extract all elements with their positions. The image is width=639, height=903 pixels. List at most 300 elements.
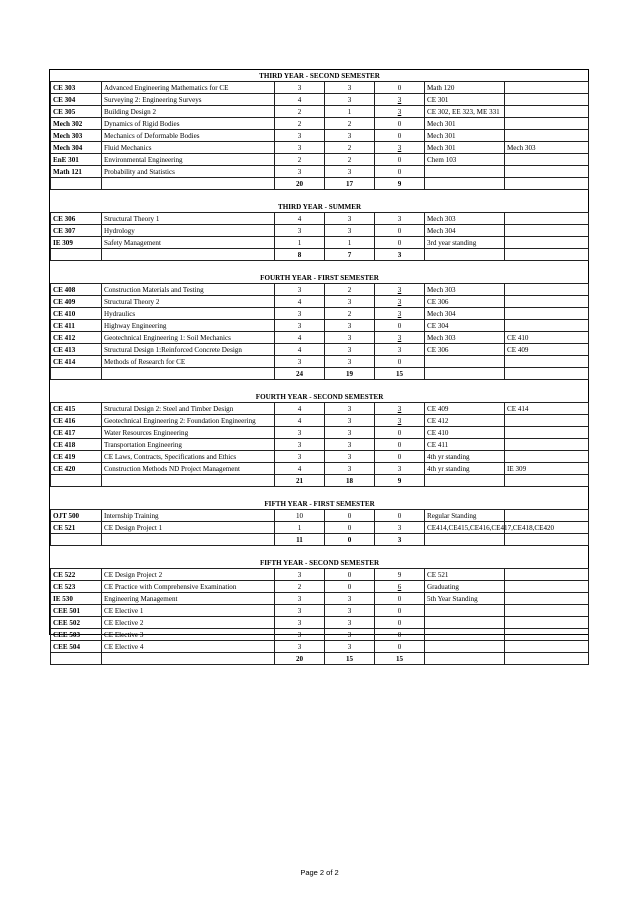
course-prerequisite: CE 412 (425, 415, 505, 427)
course-units: 1 (275, 522, 325, 534)
section-title: FOURTH YEAR - SECOND SEMESTER (255, 392, 384, 401)
course-lec-hours: 3 (325, 463, 375, 475)
course-row (51, 344, 589, 356)
course-corequisite (505, 439, 589, 451)
course-corequisite (505, 296, 589, 308)
course-units: 3 (275, 451, 325, 463)
totals-empty-cell (102, 534, 275, 546)
course-lab-hours: 0 (375, 439, 425, 451)
course-title: Water Resources Engineering (102, 427, 275, 439)
course-prerequisite (425, 605, 505, 617)
course-prerequisite: Mech 303 (425, 284, 505, 296)
course-lec-hours: 3 (325, 641, 375, 653)
course-code: CE 412 (51, 332, 102, 344)
section-spacer (51, 487, 589, 499)
totals-empty-cell (425, 368, 505, 380)
course-row (51, 94, 589, 106)
course-row (51, 225, 589, 237)
course-title: Building Design 2 (102, 106, 275, 118)
course-lec-hours: 2 (325, 154, 375, 166)
course-corequisite (505, 605, 589, 617)
course-lab-hours: 0 (375, 451, 425, 463)
course-lab-hours: 3 (375, 106, 425, 118)
course-prerequisite: CE414,CE415,CE416,CE417,CE418,CE420 (425, 522, 505, 534)
course-units: 4 (275, 332, 325, 344)
course-title: Internship Training (102, 510, 275, 522)
section-header (51, 272, 589, 284)
course-code: CE 415 (51, 403, 102, 415)
course-row (51, 463, 589, 475)
totals-empty-cell (102, 368, 275, 380)
course-code: CE 416 (51, 415, 102, 427)
course-corequisite: CE 414 (505, 403, 589, 415)
course-prerequisite: CE 521 (425, 569, 505, 581)
course-code: CE 417 (51, 427, 102, 439)
course-row (51, 106, 589, 118)
course-units: 4 (275, 403, 325, 415)
total-lec-hours: 7 (325, 249, 375, 261)
course-units: 3 (275, 427, 325, 439)
course-lab-hours: 0 (375, 629, 425, 641)
course-prerequisite: Graduating (425, 581, 505, 593)
course-code: CE 307 (51, 225, 102, 237)
course-prerequisite: CE 410 (425, 427, 505, 439)
totals-row (51, 249, 589, 261)
totals-empty-cell (102, 653, 275, 665)
course-corequisite (505, 106, 589, 118)
course-prerequisite: 4th yr standing (425, 451, 505, 463)
totals-empty-cell (505, 653, 589, 665)
course-lab-hours: 0 (375, 237, 425, 249)
course-prerequisite: CE 306 (425, 344, 505, 356)
course-lec-hours: 3 (325, 439, 375, 451)
course-title: Safety Management (102, 237, 275, 249)
totals-empty-cell (505, 249, 589, 261)
totals-row (51, 368, 589, 380)
course-row (51, 415, 589, 427)
course-lec-hours: 0 (325, 569, 375, 581)
course-row (51, 593, 589, 605)
course-code: Math 121 (51, 166, 102, 178)
course-lab-hours: 0 (375, 320, 425, 332)
course-units: 3 (275, 617, 325, 629)
totals-empty-cell (51, 178, 102, 190)
course-prerequisite: CE 301 (425, 94, 505, 106)
course-prerequisite (425, 356, 505, 368)
course-title: CE Practice with Comprehensive Examination (102, 581, 275, 593)
course-lec-hours: 3 (325, 356, 375, 368)
course-row (51, 213, 589, 225)
totals-empty-cell (425, 653, 505, 665)
course-prerequisite (425, 641, 505, 653)
course-corequisite (505, 356, 589, 368)
course-lab-hours: 3 (375, 296, 425, 308)
course-units: 2 (275, 154, 325, 166)
course-units: 2 (275, 106, 325, 118)
total-lab-hours: 3 (375, 534, 425, 546)
course-row (51, 82, 589, 94)
course-lec-hours: 2 (325, 308, 375, 320)
course-prerequisite: CE 304 (425, 320, 505, 332)
section-header (51, 391, 589, 403)
totals-empty-cell (425, 534, 505, 546)
course-lab-hours: 0 (375, 118, 425, 130)
course-title: Hydrology (102, 225, 275, 237)
course-corequisite (505, 118, 589, 130)
course-units: 3 (275, 439, 325, 451)
course-title: Hydraulics (102, 308, 275, 320)
course-row (51, 332, 589, 344)
total-lab-hours: 3 (375, 249, 425, 261)
course-row (51, 629, 589, 641)
course-units: 3 (275, 142, 325, 154)
course-row (51, 356, 589, 368)
course-title: Construction Methods ND Project Management (102, 463, 275, 475)
course-prerequisite: CE 411 (425, 439, 505, 451)
course-corequisite: CE 409 (505, 344, 589, 356)
course-prerequisite: Mech 301 (425, 118, 505, 130)
course-row (51, 569, 589, 581)
section-title: FOURTH YEAR - FIRST SEMESTER (260, 273, 379, 282)
course-units: 3 (275, 82, 325, 94)
totals-empty-cell (505, 475, 589, 487)
course-prerequisite: CE 409 (425, 403, 505, 415)
course-prerequisite: Math 120 (425, 82, 505, 94)
course-units: 2 (275, 118, 325, 130)
course-lab-hours: 0 (375, 356, 425, 368)
course-row (51, 451, 589, 463)
course-units: 3 (275, 605, 325, 617)
spacer-cell (51, 487, 589, 499)
section-header (51, 70, 589, 82)
course-code: CE 303 (51, 82, 102, 94)
course-lec-hours: 2 (325, 284, 375, 296)
course-lec-hours: 3 (325, 296, 375, 308)
course-title: Engineering Management (102, 593, 275, 605)
course-title: Construction Materials and Testing (102, 284, 275, 296)
course-code: CEE 504 (51, 641, 102, 653)
section-header (51, 557, 589, 569)
total-lec-hours: 18 (325, 475, 375, 487)
course-corequisite (505, 581, 589, 593)
course-corequisite: IE 309 (505, 463, 589, 475)
course-title: CE Elective 1 (102, 605, 275, 617)
course-lab-hours: 0 (375, 166, 425, 178)
course-lab-hours: 0 (375, 605, 425, 617)
course-corequisite (505, 237, 589, 249)
course-lab-hours: 3 (375, 463, 425, 475)
course-units: 2 (275, 581, 325, 593)
course-code: CE 409 (51, 296, 102, 308)
section-spacer (51, 380, 589, 392)
total-lec-hours: 19 (325, 368, 375, 380)
course-lab-hours: 3 (375, 403, 425, 415)
course-row (51, 605, 589, 617)
course-code: OJT 500 (51, 510, 102, 522)
totals-empty-cell (102, 475, 275, 487)
course-lec-hours: 3 (325, 427, 375, 439)
course-code: CE 410 (51, 308, 102, 320)
course-code: CE 521 (51, 522, 102, 534)
totals-empty-cell (51, 475, 102, 487)
totals-empty-cell (102, 178, 275, 190)
course-row (51, 320, 589, 332)
total-units: 11 (275, 534, 325, 546)
course-lab-hours: 0 (375, 617, 425, 629)
course-units: 3 (275, 130, 325, 142)
totals-empty-cell (51, 653, 102, 665)
course-title: Fluid Mechanics (102, 142, 275, 154)
course-prerequisite: 3rd year standing (425, 237, 505, 249)
course-units: 3 (275, 308, 325, 320)
course-units: 3 (275, 225, 325, 237)
course-prerequisite: 4th yr standing (425, 463, 505, 475)
course-corequisite (505, 510, 589, 522)
course-corequisite (505, 94, 589, 106)
course-title: Dynamics of Rigid Bodies (102, 118, 275, 130)
course-title: Structural Theory 1 (102, 213, 275, 225)
course-corequisite (505, 130, 589, 142)
course-title: Surveying 2: Engineering Surveys (102, 94, 275, 106)
course-code: IE 309 (51, 237, 102, 249)
course-lab-hours: 3 (375, 142, 425, 154)
totals-empty-cell (425, 475, 505, 487)
course-code: CE 414 (51, 356, 102, 368)
course-title: Environmental Engineering (102, 154, 275, 166)
course-code: CEE 501 (51, 605, 102, 617)
course-lec-hours: 3 (325, 344, 375, 356)
course-corequisite (505, 451, 589, 463)
total-lab-hours: 15 (375, 653, 425, 665)
totals-empty-cell (505, 178, 589, 190)
course-units: 3 (275, 284, 325, 296)
course-lab-hours: 3 (375, 522, 425, 534)
course-prerequisite: Chem 103 (425, 154, 505, 166)
spacer-cell (51, 380, 589, 392)
total-lab-hours: 9 (375, 475, 425, 487)
course-title: CE Elective 4 (102, 641, 275, 653)
section-title: THIRD YEAR - SUMMER (277, 202, 362, 211)
course-row (51, 166, 589, 178)
course-code: IE 530 (51, 593, 102, 605)
section-title: THIRD YEAR - SECOND SEMESTER (259, 71, 380, 80)
course-lec-hours: 3 (325, 617, 375, 629)
totals-empty-cell (505, 368, 589, 380)
course-corequisite (505, 284, 589, 296)
totals-empty-cell (505, 534, 589, 546)
course-prerequisite (425, 617, 505, 629)
course-title: Probability and Statistics (102, 166, 275, 178)
course-corequisite (505, 629, 589, 641)
course-prerequisite: Mech 303 (425, 332, 505, 344)
course-prerequisite: CE 302, EE 323, ME 331 (425, 106, 505, 118)
section-spacer (51, 190, 589, 202)
course-units: 3 (275, 356, 325, 368)
course-corequisite (505, 320, 589, 332)
course-title: Methods of Research for CE (102, 356, 275, 368)
course-row (51, 641, 589, 653)
course-lec-hours: 3 (325, 451, 375, 463)
course-units: 3 (275, 320, 325, 332)
totals-empty-cell (51, 249, 102, 261)
totals-row (51, 534, 589, 546)
total-lec-hours: 0 (325, 534, 375, 546)
course-row (51, 130, 589, 142)
course-corequisite (505, 82, 589, 94)
course-prerequisite: Mech 301 (425, 142, 505, 154)
course-lec-hours: 3 (325, 605, 375, 617)
course-lec-hours: 3 (325, 332, 375, 344)
course-corequisite (505, 308, 589, 320)
course-title: Structural Theory 2 (102, 296, 275, 308)
course-code: CE 420 (51, 463, 102, 475)
course-row (51, 284, 589, 296)
course-title: Highway Engineering (102, 320, 275, 332)
spacer-cell (51, 261, 589, 273)
course-title: Transportation Engineering (102, 439, 275, 451)
course-lec-hours: 3 (325, 166, 375, 178)
course-title: Structural Design 1:Reinforced Concrete Design (102, 344, 275, 356)
course-code: CE 304 (51, 94, 102, 106)
course-row (51, 581, 589, 593)
course-code: CE 305 (51, 106, 102, 118)
page-number: Page 2 of 2 (300, 868, 339, 877)
course-code: CE 306 (51, 213, 102, 225)
course-row (51, 237, 589, 249)
course-corequisite (505, 213, 589, 225)
course-units: 4 (275, 415, 325, 427)
course-units: 3 (275, 166, 325, 178)
course-title: Advanced Engineering Mathematics for CE (102, 82, 275, 94)
course-lab-hours: 0 (375, 82, 425, 94)
course-lab-hours: 3 (375, 308, 425, 320)
course-code: CE 408 (51, 284, 102, 296)
course-corequisite (505, 569, 589, 581)
course-lec-hours: 3 (325, 629, 375, 641)
course-corequisite: CE 410 (505, 332, 589, 344)
course-row (51, 510, 589, 522)
course-code: CE 419 (51, 451, 102, 463)
course-lec-hours: 3 (325, 213, 375, 225)
course-lab-hours: 0 (375, 641, 425, 653)
course-lab-hours: 0 (375, 154, 425, 166)
course-corequisite (505, 593, 589, 605)
course-code: CEE 502 (51, 617, 102, 629)
course-corequisite (505, 225, 589, 237)
course-lab-hours: 3 (375, 415, 425, 427)
course-units: 3 (275, 641, 325, 653)
course-units: 4 (275, 94, 325, 106)
course-lec-hours: 3 (325, 415, 375, 427)
course-title: Structural Design 2: Steel and Timber Design (102, 403, 275, 415)
course-code: Mech 304 (51, 142, 102, 154)
course-lec-hours: 3 (325, 82, 375, 94)
course-units: 10 (275, 510, 325, 522)
course-units: 3 (275, 629, 325, 641)
course-lab-hours: 0 (375, 225, 425, 237)
totals-row (51, 653, 589, 665)
course-title: CE Design Project 1 (102, 522, 275, 534)
total-units: 21 (275, 475, 325, 487)
course-lab-hours: 0 (375, 510, 425, 522)
spacer-cell (51, 190, 589, 202)
totals-row (51, 178, 589, 190)
course-corequisite (505, 427, 589, 439)
course-code: CE 523 (51, 581, 102, 593)
course-code: CEE 503 (51, 629, 102, 641)
course-lab-hours: 0 (375, 427, 425, 439)
course-row (51, 403, 589, 415)
course-units: 4 (275, 463, 325, 475)
course-corequisite: Mech 303 (505, 142, 589, 154)
curriculum-table (50, 70, 589, 665)
course-title: CE Elective 2 (102, 617, 275, 629)
course-lab-hours: 3 (375, 332, 425, 344)
course-row (51, 522, 589, 534)
course-lab-hours: 3 (375, 284, 425, 296)
course-units: 4 (275, 213, 325, 225)
totals-empty-cell (51, 368, 102, 380)
course-row (51, 296, 589, 308)
course-units: 4 (275, 344, 325, 356)
course-lec-hours: 0 (325, 522, 375, 534)
course-lec-hours: 3 (325, 320, 375, 332)
course-corequisite (505, 166, 589, 178)
course-lec-hours: 0 (325, 510, 375, 522)
course-code: CE 411 (51, 320, 102, 332)
course-lec-hours: 3 (325, 225, 375, 237)
course-prerequisite: Mech 301 (425, 130, 505, 142)
course-code: Mech 303 (51, 130, 102, 142)
course-title: Mechanics of Deformable Bodies (102, 130, 275, 142)
course-prerequisite (425, 166, 505, 178)
total-units: 8 (275, 249, 325, 261)
course-lab-hours: 0 (375, 130, 425, 142)
course-code: CE 413 (51, 344, 102, 356)
course-code: CE 418 (51, 439, 102, 451)
course-lab-hours: 3 (375, 213, 425, 225)
course-code: CE 522 (51, 569, 102, 581)
course-lec-hours: 0 (325, 581, 375, 593)
course-lec-hours: 1 (325, 106, 375, 118)
course-code: Mech 302 (51, 118, 102, 130)
total-units: 24 (275, 368, 325, 380)
course-lec-hours: 2 (325, 118, 375, 130)
course-title: CE Laws, Contracts, Specifications and Ethics (102, 451, 275, 463)
course-corequisite (505, 154, 589, 166)
totals-empty-cell (425, 249, 505, 261)
course-row (51, 154, 589, 166)
totals-row (51, 475, 589, 487)
course-prerequisite: Regular Standing (425, 510, 505, 522)
course-lec-hours: 3 (325, 130, 375, 142)
curriculum-frame (49, 69, 589, 663)
totals-empty-cell (51, 534, 102, 546)
course-row (51, 308, 589, 320)
course-prerequisite: Mech 304 (425, 225, 505, 237)
total-units: 20 (275, 178, 325, 190)
total-lec-hours: 17 (325, 178, 375, 190)
course-units: 4 (275, 296, 325, 308)
course-title: Geotechnical Engineering 1: Soil Mechanics (102, 332, 275, 344)
course-title: Geotechnical Engineering 2: Foundation Engineering (102, 415, 275, 427)
course-title: CE Design Project 2 (102, 569, 275, 581)
total-lab-hours: 9 (375, 178, 425, 190)
section-title: FIFTH YEAR - FIRST SEMESTER (264, 499, 375, 508)
course-lab-hours: 6 (375, 581, 425, 593)
course-prerequisite: CE 306 (425, 296, 505, 308)
course-corequisite (505, 415, 589, 427)
